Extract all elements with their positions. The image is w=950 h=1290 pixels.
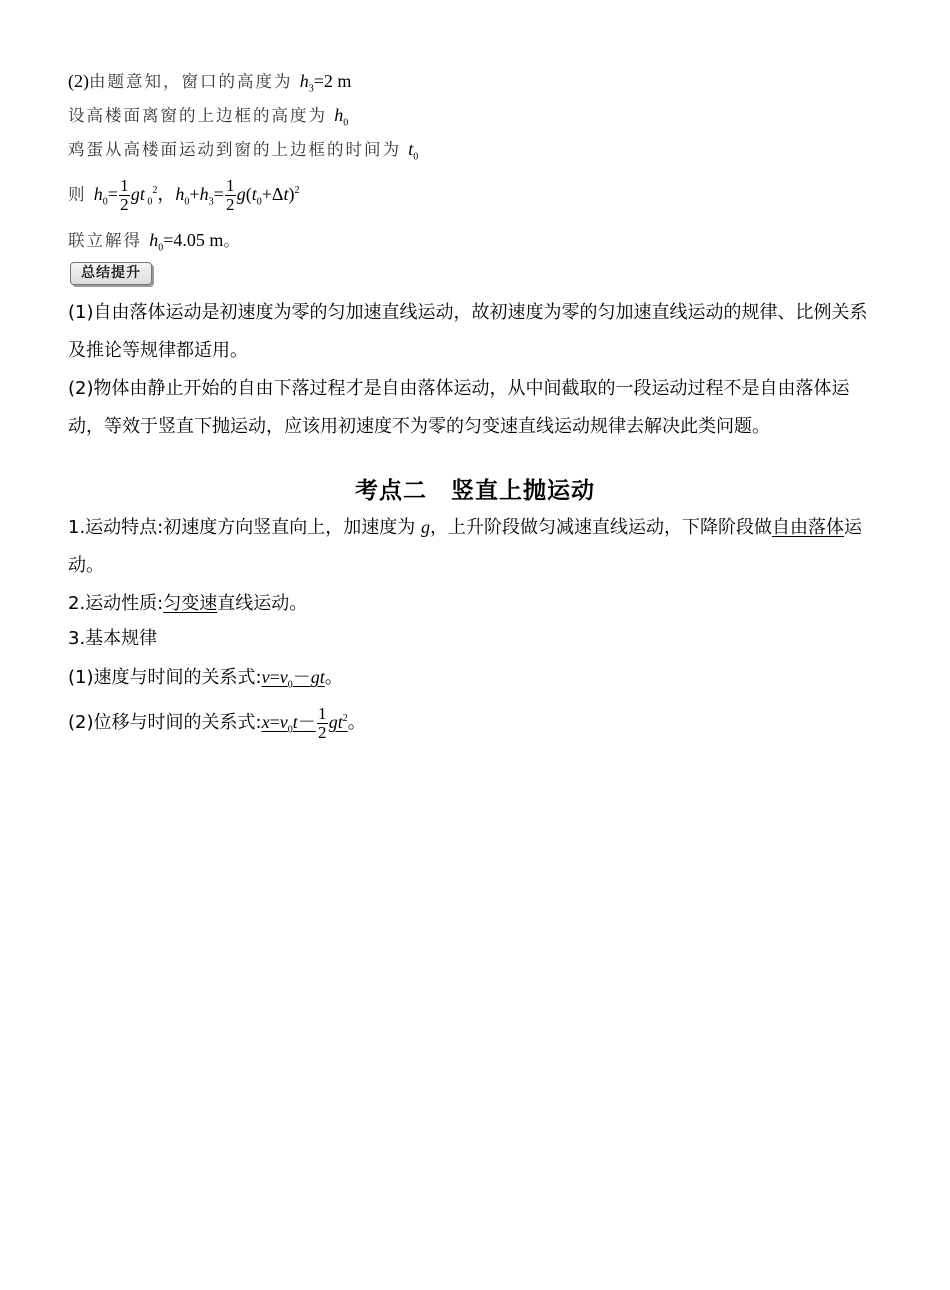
paren-close: ) <box>288 184 295 204</box>
solution-line-2 <box>68 104 348 127</box>
text: 直线运动。 <box>217 593 308 614</box>
denominator: 2 <box>317 722 327 742</box>
var-h: h <box>199 184 209 204</box>
numerator: 1 <box>225 175 235 195</box>
var-h: h <box>299 71 309 91</box>
section-item-3: 3.基本规律 <box>68 628 158 649</box>
plus-delta: +Δ <box>261 184 284 204</box>
section-item-2 <box>68 593 307 615</box>
solution-result-line <box>68 229 242 252</box>
superscript: 2 <box>342 713 348 724</box>
var-gt: gt <box>328 712 343 732</box>
fraction-half <box>119 177 130 214</box>
var-h: h <box>334 105 344 125</box>
denominator: 2 <box>120 194 129 214</box>
solution-line-1 <box>68 70 351 93</box>
underlined-answer: 匀变速 <box>163 593 218 614</box>
subscript: 0 <box>144 196 153 208</box>
var-t: t <box>408 139 414 159</box>
summary-paragraph-1: (1)自由落体运动是初速度为零的匀加速直线运动，故初速度为零的匀加速直线运动的规律、比例关系及推论等规律都适用。 <box>68 302 868 361</box>
text: 联立解得 <box>68 231 150 250</box>
text: 1.运动特点:初速度方向竖直向上，加速度为 <box>68 517 421 538</box>
period: 。 <box>324 667 343 688</box>
var-g: g <box>236 184 246 204</box>
var-v: v <box>279 712 288 732</box>
equals: = <box>269 712 280 732</box>
equals: = <box>269 667 280 687</box>
subscript: 0 <box>256 196 262 208</box>
period: 。 <box>347 712 366 733</box>
equals: = <box>107 184 118 204</box>
plus: + <box>189 184 200 204</box>
subscript: 0 <box>343 117 349 129</box>
comma: ， <box>157 184 176 204</box>
var-h: h <box>175 184 185 204</box>
var-t: t <box>292 712 298 732</box>
numerator: 1 <box>317 703 327 723</box>
var-v: v <box>279 667 288 687</box>
text: (2)位移与时间的关系式: <box>68 712 262 733</box>
text: (1)速度与时间的关系式: <box>68 667 262 688</box>
subscript: 0 <box>102 196 108 208</box>
underlined-answer: 自由落 <box>771 517 826 538</box>
text: 鸡蛋从高楼面运动到窗的上边框的时间为 <box>68 140 409 159</box>
section-heading: 考点二 竖直上抛运动 <box>355 478 595 504</box>
value: =4.05 m <box>163 230 224 250</box>
superscript: 2 <box>152 185 158 196</box>
section-item-5 <box>68 702 366 743</box>
part-number: (2) <box>68 71 89 91</box>
solution-equation-line <box>68 174 300 215</box>
denominator: 2 <box>225 194 235 214</box>
fraction-half <box>317 705 328 742</box>
numerator: 1 <box>120 175 129 195</box>
text: 由题意知，窗口的高度为 <box>89 72 300 91</box>
var-gt: gt <box>130 184 145 204</box>
fraction-half <box>225 177 236 214</box>
subscript: 0 <box>184 196 190 208</box>
equals: = <box>213 184 224 204</box>
subscript: 3 <box>208 196 214 208</box>
subscript: 0 <box>158 242 164 254</box>
subscript: 3 <box>308 83 314 95</box>
underlined-formula <box>261 703 348 742</box>
summary-paragraph-2: (2)物体由静止开始的自由下落过程才是自由落体运动，从中间截取的一段运动过程不是自由落体运动，等效于竖直下抛运动，应该用初速度不为零的匀变速直线运动规律去解决此类问题。 <box>68 378 850 437</box>
text: 2.运动性质: <box>68 593 164 614</box>
text: ，上升阶段做匀减速直线运动，下降阶段做 <box>429 517 772 538</box>
var-t: t <box>251 184 257 204</box>
text: 设高楼面离窗的上边框的高度为 <box>68 106 335 125</box>
underlined-formula <box>261 667 325 691</box>
solution-line-3 <box>68 138 418 161</box>
var-h: h <box>93 184 103 204</box>
underlined-answer: 体 <box>825 517 844 538</box>
var-g: g <box>420 517 430 537</box>
summary-badge: 总结提升 <box>70 262 152 285</box>
superscript: 2 <box>294 185 300 196</box>
var-x: x <box>261 712 270 732</box>
paren-open: ( <box>245 184 252 204</box>
subscript: 0 <box>287 679 293 691</box>
section-item-1 <box>68 508 880 585</box>
minus: － <box>292 667 311 687</box>
subscript: 0 <box>413 151 419 163</box>
subscript: 0 <box>287 724 293 736</box>
var-h: h <box>149 230 159 250</box>
text: 运动。 <box>68 517 862 576</box>
var-v: v <box>261 667 270 687</box>
section-item-4 <box>68 666 343 689</box>
value: =2 m <box>313 71 352 91</box>
period: 。 <box>223 231 242 250</box>
var-gt: gt <box>310 667 325 687</box>
minus: － <box>297 712 316 732</box>
var-t: t <box>283 184 289 204</box>
text: 则 <box>68 185 94 204</box>
